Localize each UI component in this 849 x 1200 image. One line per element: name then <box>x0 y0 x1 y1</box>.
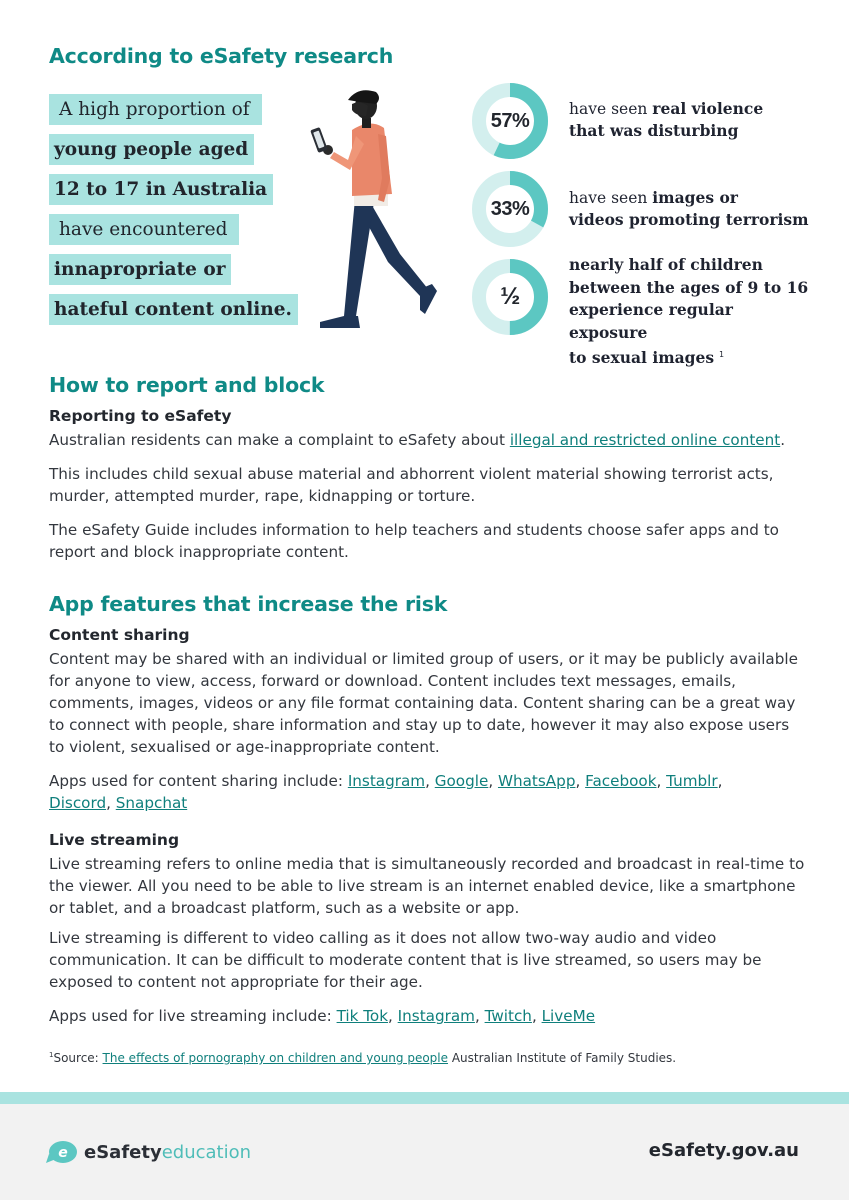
apps-list-live-streaming: Apps used for live streaming include: Tik Tok, Instagram, Twitch, LiveMe <box>49 1007 596 1025</box>
link-illegal-content[interactable]: illegal and restricted online content <box>509 431 781 449</box>
apps-list-content-sharing: Apps used for content sharing include: Instagram, Google, WhatsApp, Facebook, Tumblr, Discord, Snapchat <box>49 772 723 812</box>
link-app[interactable]: Facebook <box>585 772 657 790</box>
link-app[interactable]: WhatsApp <box>497 772 576 790</box>
subheading-reporting: Reporting to eSafety <box>49 407 232 425</box>
link-app[interactable]: Discord <box>49 794 107 812</box>
footer-band <box>0 1092 849 1104</box>
highlight-line: young people aged <box>49 134 254 165</box>
highlight-line: hateful content online. <box>49 294 298 325</box>
link-app[interactable]: Google <box>434 772 489 790</box>
paragraph: The eSafety Guide includes information to help teachers and students choose safer apps and to report and block inappropriate content. <box>49 521 779 561</box>
brand-suffix: education <box>161 1141 252 1163</box>
stat-text: have seen images or videos promoting terrorism <box>569 188 809 229</box>
link-app[interactable]: LiveMe <box>541 1007 596 1025</box>
link-app[interactable]: Snapchat <box>115 794 188 812</box>
section-heading-research: According to eSafety research <box>49 44 394 68</box>
stat-ring-33 <box>471 170 549 248</box>
paragraph: Australian residents can make a complaint to eSafety about illegal and restricted online content. <box>49 431 786 449</box>
site-url[interactable]: eSafety.gov.au <box>648 1140 799 1161</box>
subheading-live-streaming: Live streaming <box>49 831 180 849</box>
link-app[interactable]: Tumblr <box>666 772 718 790</box>
paragraph: Live streaming is different to video calling as it does not allow two-way audio and video communication. It can be difficult to moderate content that is live streamed, so users may be exposed to content not appropriate for their age. <box>49 929 762 991</box>
paragraph: Content may be shared with an individual or limited group of users, or it may be publicly available for anyone to view, access, forward or download. Content includes text messages, emails, comments, images, videos or any file format containing data. Content sharing can be a great way to connect with people, share information and stay up to date, however it may also expose users to violent, sexualised or age-inappropriate content. <box>49 650 798 756</box>
stat-text: have seen real violence that was disturbing <box>569 99 764 140</box>
person-with-phone-illustration <box>300 84 450 334</box>
brand-name: eSafety <box>84 1141 162 1163</box>
link-app[interactable]: Instagram <box>397 1007 475 1025</box>
esafety-logo-icon <box>46 1139 78 1165</box>
link-source[interactable]: The effects of pornography on children and young people <box>102 1051 449 1065</box>
highlight-line: have encountered <box>49 214 239 245</box>
stat-value: 57% <box>490 110 530 132</box>
paragraph: This includes child sexual abuse material and abhorrent violent material showing terrorist acts, murder, attempted murder, rape, kidnapping or torture. <box>49 465 774 505</box>
stat-value: 33% <box>490 198 530 220</box>
highlight-line: A high proportion of <box>49 94 262 125</box>
link-app[interactable]: Instagram <box>347 772 426 790</box>
link-app[interactable]: Twitch <box>484 1007 532 1025</box>
footnote-marker: 1 <box>719 350 725 359</box>
svg-text:e: e <box>58 1145 68 1161</box>
stat-text: nearly half of children between the ages of 9 to 16 experience regular exposure to sexual images $^1$ <box>569 255 809 368</box>
stat-ring-half <box>471 258 549 336</box>
section-heading-app-features: App features that increase the risk <box>49 592 448 616</box>
paragraph: Live streaming refers to online media that is simultaneously recorded and broadcast in real-time to the viewer. All you need to be able to live stream is an internet enabled device, like a smartphone or tablet, and a broadcast platform, such as a website or app. <box>49 855 805 917</box>
subheading-content-sharing: Content sharing <box>49 626 190 644</box>
footnote: $^1$Source: The effects of pornography on children and young people Australian Institute of Family Studies. <box>49 1051 677 1065</box>
stat-value: ½ <box>500 283 520 310</box>
section-heading-report: How to report and block <box>49 373 325 397</box>
esafety-education-logo[interactable] <box>46 1138 251 1166</box>
highlight-line: 12 to 17 in Australia <box>49 174 273 205</box>
footer <box>0 1104 849 1200</box>
stat-ring-57 <box>471 82 549 160</box>
highlight-line: innapropriate or <box>49 254 231 285</box>
link-app[interactable]: Tik Tok <box>336 1007 389 1025</box>
